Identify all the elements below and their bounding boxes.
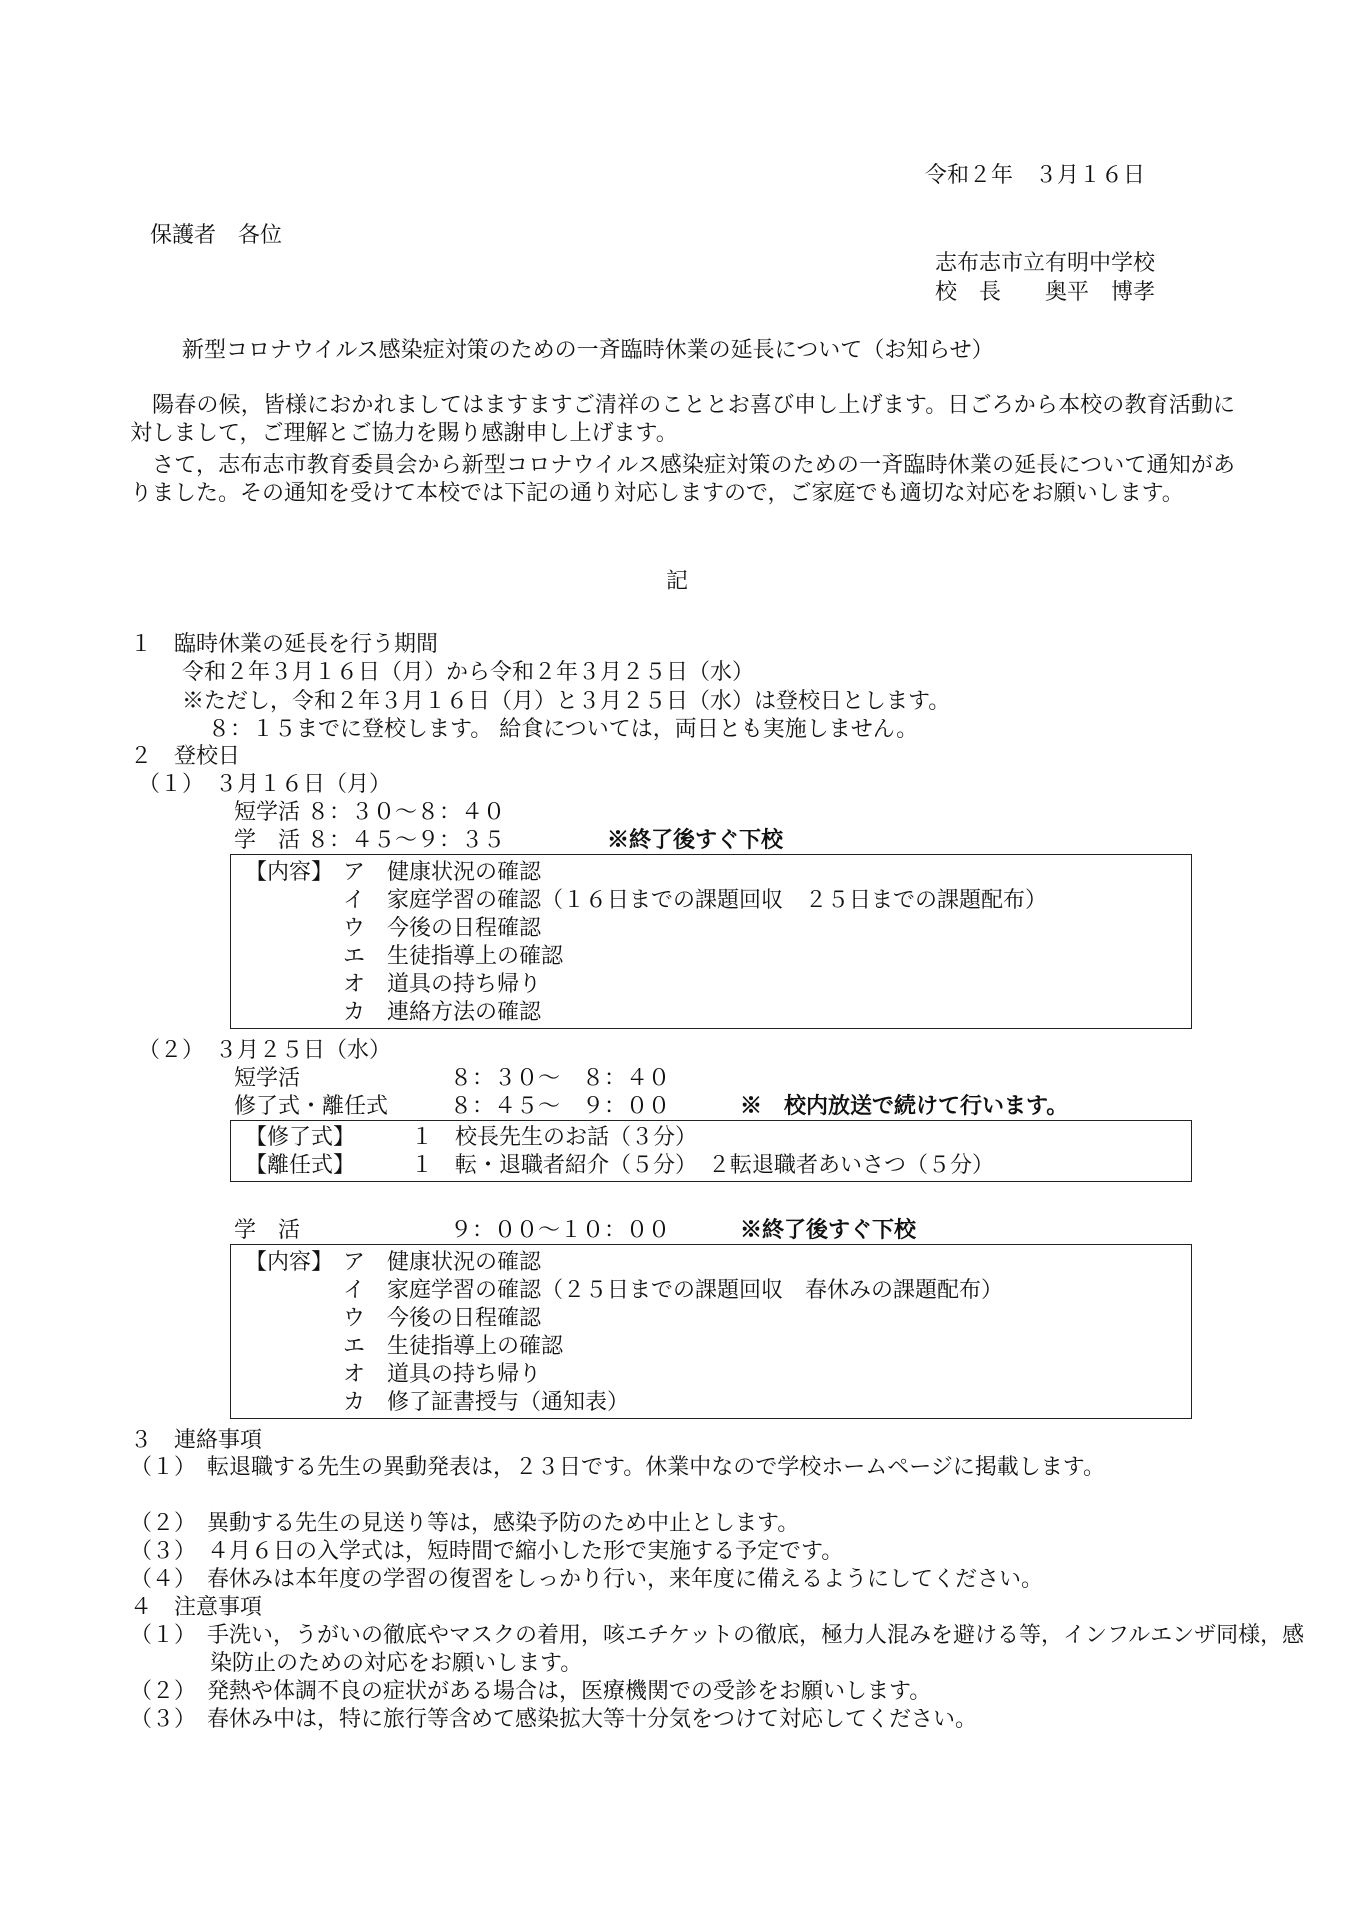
day1-content-item: ア 健康状況の確認 — [343, 860, 542, 885]
closure-note: ※ただし，令和２年３月１６日（月）と３月２５日（水）は登校日とします。 — [182, 689, 951, 714]
contact-item: （３） ４月６日の入学式は，短時間で縮小した形で実施する予定です。 — [130, 1539, 844, 1564]
day2-content-item: カ 修了証書授与（通知表） — [343, 1390, 630, 1415]
contact-item: （４） 春休みは本年度の学習の復習をしっかり行い，来年度に備えるようにしてください。 — [130, 1567, 1044, 1592]
ceremony-row-label: 【離任式】 — [245, 1153, 356, 1178]
ceremony-row-label: 【修了式】 — [245, 1125, 356, 1150]
arrival-note: ８：１５までに登校します。 給食については，両日とも実施しません。 — [208, 717, 919, 742]
principal-name: 校 長 奥平 博孝 — [935, 280, 1156, 305]
school-name: 志布志市立有明中学校 — [935, 251, 1156, 276]
section-3-heading: ３ 連絡事項 — [130, 1428, 263, 1453]
day1-homeroom: 学 活 ８：４５～９：３５ — [234, 828, 505, 853]
day2-content-box — [230, 1244, 1192, 1419]
greeting-paragraph: 陽春の候，皆様におかれましてはますますご清祥のこととお喜び申し上げます。日ごろから本校の教育活動に対しまして，ご理解とご協力を賜り感謝申し上げます。 — [130, 393, 1235, 446]
day2-short-homeroom-time: ８：３０～ ８：４０ — [450, 1066, 671, 1091]
day2-homeroom-time: ９：００～１０：００ — [450, 1218, 671, 1243]
ceremony-box — [230, 1120, 1192, 1182]
day2-content-item: ウ 今後の日程確認 — [343, 1306, 542, 1331]
notice-title: 新型コロナウイルス感染症対策のための一斉臨時休業の延長について（お知らせ） — [182, 338, 994, 363]
day2-content-item: ア 健康状況の確認 — [343, 1250, 542, 1275]
day1-short-homeroom: 短学活 ８：３０～８：４０ — [234, 800, 505, 825]
ceremony-row-text: １ 転・退職者紹介（５分） ２転退職者あいさつ（５分） — [411, 1153, 995, 1178]
day1-content-item: カ 連絡方法の確認 — [343, 1000, 542, 1025]
day1-content-item: イ 家庭学習の確認（１６日までの課題回収 ２５日までの課題配布） — [343, 888, 1048, 913]
day2-broadcast-note: ※ 校内放送で続けて行います。 — [740, 1093, 1069, 1119]
day1-content-label: 【内容】 — [245, 860, 334, 885]
day2-ceremony-label: 修了式・離任式 — [234, 1094, 389, 1119]
day2-content-item: エ 生徒指導上の確認 — [343, 1334, 564, 1359]
school-day-2-label: （２） ３月２５日（水） — [138, 1038, 392, 1063]
ceremony-row-text: １ 校長先生のお話（３分） — [411, 1125, 698, 1150]
section-1-heading: １ 臨時休業の延長を行う期間 — [130, 632, 439, 657]
caution-item: （２） 発熱や体調不良の症状がある場合は，医療機関での受診をお願いします。 — [130, 1679, 932, 1704]
ki-marker: 記 — [666, 569, 689, 594]
day1-content-item: オ 道具の持ち帰り — [343, 972, 542, 997]
day2-ceremony-time: ８：４５～ ９：００ — [450, 1094, 671, 1119]
caution-item: （３） 春休み中は，特に旅行等含めて感染拡大等十分気をつけて対応してください。 — [130, 1707, 978, 1732]
school-day-1-label: （１） ３月１６日（月） — [138, 772, 392, 797]
day1-content-item: ウ 今後の日程確認 — [343, 916, 542, 941]
day1-dismissal-note: ※終了後すぐ下校 — [607, 827, 784, 853]
day2-content-item: イ 家庭学習の確認（２５日までの課題回収 春休みの課題配布） — [343, 1278, 1004, 1303]
day2-short-homeroom-label: 短学活 — [234, 1066, 301, 1091]
notice-date: 令和２年 ３月１６日 — [925, 163, 1146, 188]
day1-content-item: エ 生徒指導上の確認 — [343, 944, 564, 969]
intro-paragraph: さて，志布志市教育委員会から新型コロナウイルス感染症対策のための一斉臨時休業の延長について通知がありました。その通知を受けて本校では下記の通り対応しますので，ご家庭でも適切な対応をお願いします。 — [130, 453, 1235, 506]
closure-period: 令和２年３月１６日（月）から令和２年３月２５日（水） — [182, 660, 755, 685]
section-4-heading: ４ 注意事項 — [130, 1595, 263, 1620]
day1-content-box — [230, 854, 1192, 1029]
day2-content-item: オ 道具の持ち帰り — [343, 1362, 542, 1387]
recipient: 保護者 各位 — [150, 223, 283, 248]
caution-item: （１） 手洗い，うがいの徹底やマスクの着用，咳エチケットの徹底，極力人混みを避ける等，インフルエンザ同様，感染防止のための対応をお願いします。 — [130, 1623, 1305, 1676]
day2-dismissal-note: ※終了後すぐ下校 — [740, 1217, 917, 1243]
contact-item: （２） 異動する先生の見送り等は，感染予防のため中止とします。 — [130, 1511, 800, 1536]
day2-homeroom-label: 学 活 — [234, 1218, 301, 1243]
section-2-heading: ２ 登校日 — [130, 744, 241, 769]
contact-item: （１） 転退職する先生の異動発表は，２３日です。休業中なので学校ホームページに掲載します。 — [130, 1455, 1106, 1480]
day2-content-label: 【内容】 — [245, 1250, 334, 1275]
